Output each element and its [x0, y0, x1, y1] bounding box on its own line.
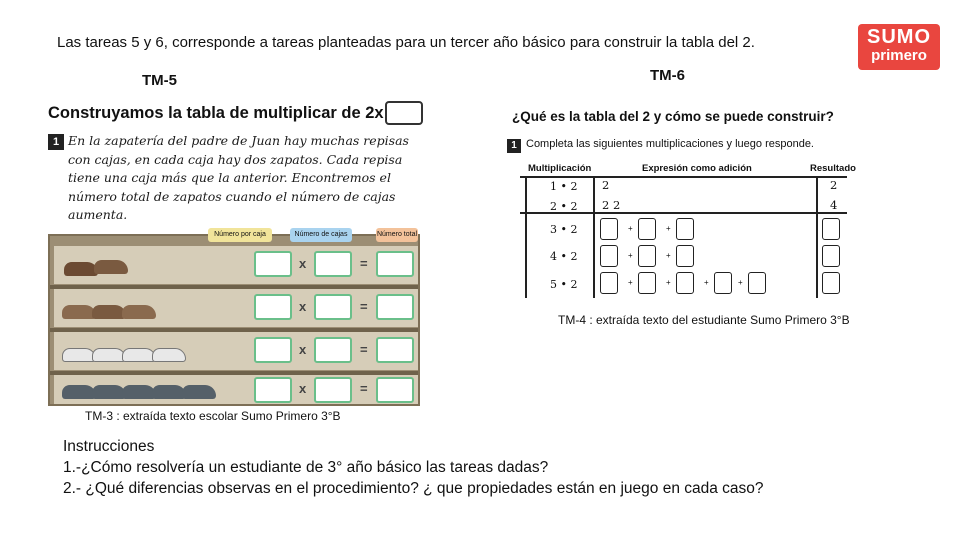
tm6-label: TM-6 [650, 67, 685, 84]
shoe-icon [92, 385, 126, 399]
multiplication-cell: 1 • 2 [550, 180, 578, 193]
table-left-rule [525, 176, 527, 298]
shoe-icon [122, 385, 156, 399]
shoe-icon [152, 385, 186, 399]
number-per-box-cell[interactable] [254, 377, 292, 403]
tm6-item-badge: 1 [507, 139, 521, 153]
result-box[interactable] [822, 245, 840, 267]
addend-box[interactable] [600, 245, 618, 267]
tm3-caption: TM-3 : extraída texto escolar Sumo Primero 3°B [85, 409, 341, 423]
addend-box[interactable] [600, 272, 618, 294]
shoe-icon [122, 305, 156, 319]
times-symbol: x [299, 342, 307, 357]
tm5-title: Construyamos la tabla de multiplicar de 2x [48, 104, 384, 122]
shoe-icon [62, 305, 96, 319]
equals-symbol: = [360, 381, 368, 396]
shoe-icon [122, 348, 156, 362]
times-symbol: x [299, 256, 307, 271]
table-divider [593, 176, 595, 298]
shoe-icon [94, 260, 128, 274]
col-header-total: Número total [376, 228, 418, 242]
addend-box[interactable] [600, 218, 618, 240]
total-cell[interactable] [376, 251, 414, 277]
shelf-row [54, 246, 418, 284]
number-per-box-cell[interactable] [254, 251, 292, 277]
addend-box[interactable] [676, 218, 694, 240]
total-cell[interactable] [376, 377, 414, 403]
multiplication-cell: 2 • 2 [550, 200, 578, 213]
number-of-boxes-cell[interactable] [314, 251, 352, 277]
col-header-boxes: Número de cajas [290, 228, 352, 242]
addend-box[interactable] [676, 245, 694, 267]
col-header-per-box: Número por caja [208, 228, 272, 242]
shoe-icon [62, 385, 96, 399]
equals-symbol: = [360, 299, 368, 314]
multiplication-table [520, 160, 856, 298]
result-box[interactable] [822, 218, 840, 240]
plus-symbol: + [704, 278, 709, 287]
total-cell[interactable] [376, 294, 414, 320]
addition-cell: 2 [602, 178, 610, 192]
instructions-title: Instrucciones [63, 438, 155, 455]
number-per-box-cell[interactable] [254, 294, 292, 320]
sumo-primero-logo [858, 24, 940, 70]
tm6-instruction: Completa las siguientes multiplicaciones y luego responde. [526, 138, 814, 150]
plus-symbol: + [738, 278, 743, 287]
shoe-icon [92, 305, 126, 319]
number-of-boxes-cell[interactable] [314, 337, 352, 363]
result-cell: 4 [830, 198, 838, 212]
result-cell: 2 [830, 178, 838, 192]
multiplication-cell: 3 • 2 [550, 223, 578, 236]
addend-box[interactable] [638, 218, 656, 240]
question-2: 2.- ¿Qué diferencias observas en el procedimiento? ¿ que propiedades están en juego en cada caso? [63, 480, 764, 497]
shoe-shelf-illustration [48, 231, 420, 406]
plus-symbol: + [628, 251, 633, 260]
header-text: Las tareas 5 y 6, corresponde a tareas planteadas para un tercer año básico para construir la tabla del 2. [57, 34, 755, 51]
addend-box[interactable] [638, 272, 656, 294]
addend-box[interactable] [714, 272, 732, 294]
addend-box[interactable] [638, 245, 656, 267]
plus-symbol: + [666, 251, 671, 260]
shoe-icon [62, 348, 96, 362]
column-header-multiplication: Multiplicación [528, 163, 592, 174]
question-1: 1.-¿Cómo resolvería un estudiante de 3° año básico las tareas dadas? [63, 459, 549, 476]
shoe-icon [92, 348, 126, 362]
shoe-icon [64, 262, 98, 276]
table-header-rule [520, 176, 847, 178]
addend-box[interactable] [748, 272, 766, 294]
tm5-title-answer-box [385, 101, 423, 125]
table-divider [816, 176, 818, 298]
times-symbol: x [299, 381, 307, 396]
number-per-box-cell[interactable] [254, 337, 292, 363]
addend-box[interactable] [676, 272, 694, 294]
tm5-story-text: En la zapatería del padre de Juan hay muchas repisas con cajas, en cada caja hay dos zapatos. Cada repisa tiene una caja más que la anterior. Encontremos el número total de zapatos cuando el número de cajas aumenta. [68, 133, 409, 222]
tm5-item-badge: 1 [48, 134, 64, 150]
plus-symbol: + [628, 278, 633, 287]
column-header-result: Resultado [810, 163, 856, 174]
shelf-row [54, 332, 418, 370]
plus-symbol: + [666, 278, 671, 287]
plus-symbol: + [666, 224, 671, 233]
result-box[interactable] [822, 272, 840, 294]
multiplication-cell: 5 • 2 [550, 278, 578, 291]
tm6-title: ¿Qué es la tabla del 2 y cómo se puede construir? [512, 109, 834, 124]
tm4-caption: TM-4 : extraída texto del estudiante Sumo Primero 3°B [558, 313, 850, 327]
plus-symbol: + [628, 224, 633, 233]
shoe-icon [152, 348, 186, 362]
logo-line-1: SUMO [867, 26, 931, 48]
shelf-row [54, 375, 418, 404]
shoe-icon [182, 385, 216, 399]
times-symbol: x [299, 299, 307, 314]
tm5-label: TM-5 [142, 72, 177, 89]
equals-symbol: = [360, 256, 368, 271]
equals-symbol: = [360, 342, 368, 357]
multiplication-cell: 4 • 2 [550, 250, 578, 263]
number-of-boxes-cell[interactable] [314, 294, 352, 320]
logo-line-2: primero [871, 47, 927, 64]
shelf-row [54, 289, 418, 327]
number-of-boxes-cell[interactable] [314, 377, 352, 403]
total-cell[interactable] [376, 337, 414, 363]
addition-cell: 2 2 [602, 198, 621, 212]
column-header-addition: Expresión como adición [642, 163, 752, 174]
